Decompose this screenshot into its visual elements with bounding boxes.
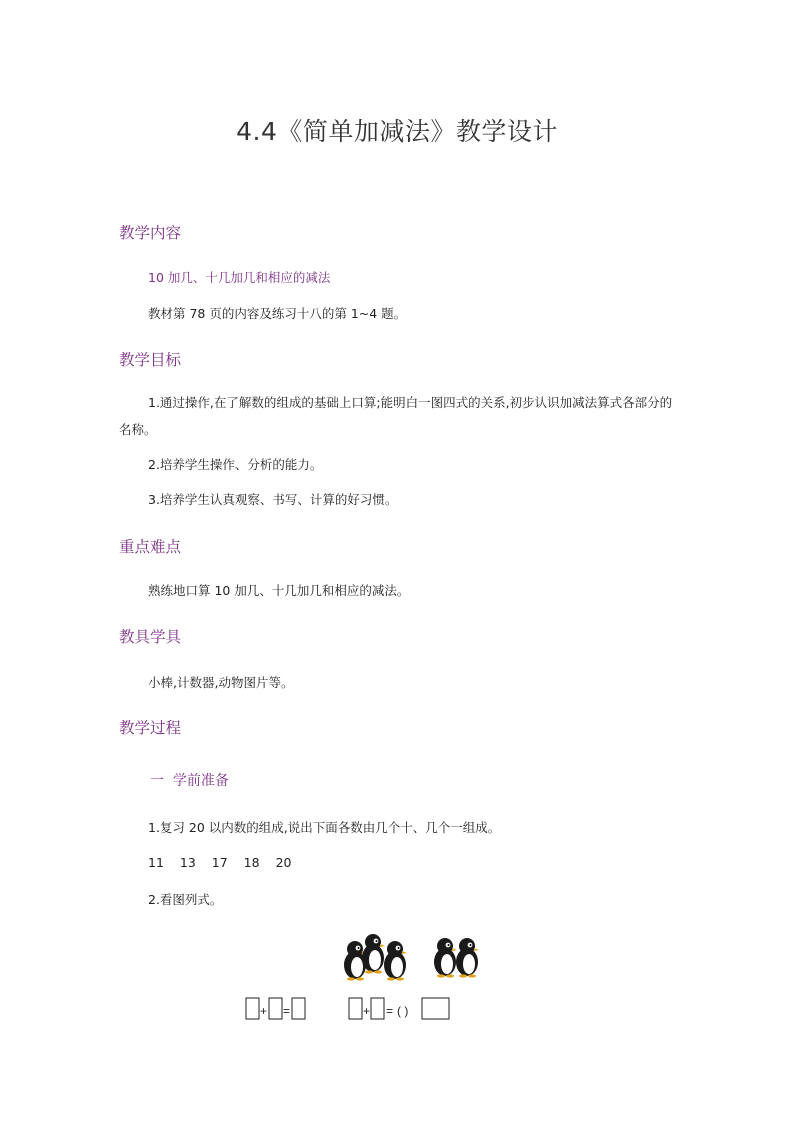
equals-sign: = — [386, 1004, 394, 1018]
content-subtitle: 10 加几、十几加几和相应的减法 — [148, 270, 331, 285]
equation-1 — [246, 998, 305, 1019]
equation-2 — [349, 998, 449, 1019]
content-text: 教材第 78 页的内容及练习十八的第 1~4 题。 — [148, 306, 407, 321]
equals-sign: = — [283, 1004, 291, 1018]
number-item: 18 — [243, 855, 260, 870]
heading-tools: 教具学具 — [119, 628, 182, 646]
penguin-icon — [344, 934, 407, 981]
tools-text: 小棒,计数器,动物图片等。 — [148, 675, 294, 690]
parentheses-blank[interactable]: ( ) — [397, 1004, 409, 1018]
number-list — [148, 855, 303, 870]
answer-box[interactable] — [292, 998, 305, 1019]
step-1-question-1: 1.复习 20 以内数的组成,说出下面各数由几个十、几个一组成。 — [148, 820, 501, 835]
answer-box[interactable] — [422, 998, 449, 1019]
heading-content: 教学内容 — [119, 224, 182, 242]
penguin-equation-figure — [245, 925, 705, 1025]
answer-box[interactable] — [269, 998, 282, 1019]
number-item: 17 — [211, 855, 228, 870]
key-points-text: 熟练地口算 10 加几、十几加几和相应的减法。 — [148, 583, 410, 598]
step-1-question-2: 2.看图列式。 — [148, 892, 223, 907]
goal-item-3: 3.培养学生认真观察、书写、计算的好习惯。 — [148, 492, 398, 507]
answer-box[interactable] — [371, 998, 384, 1019]
heading-process: 教学过程 — [119, 719, 182, 737]
number-item: 11 — [148, 855, 164, 870]
number-item: 13 — [179, 855, 196, 870]
step-1-title: 一 学前准备 — [150, 773, 229, 789]
answer-box[interactable] — [349, 998, 362, 1019]
page-title: 4.4《简单加减法》教学设计 — [236, 117, 558, 146]
answer-box[interactable] — [246, 998, 259, 1019]
heading-key-points: 重点难点 — [119, 538, 182, 556]
plus-sign: + — [260, 1004, 268, 1018]
number-item: 20 — [275, 855, 292, 870]
heading-goals: 教学目标 — [119, 351, 182, 369]
penguin-icon — [434, 938, 479, 978]
goal-item-2: 2.培养学生操作、分析的能力。 — [148, 457, 323, 472]
plus-sign: + — [363, 1004, 371, 1018]
goal-item-1: 1.通过操作,在了解数的组成的基础上口算;能明白一图四式的关系,初步认识加减法算式各部分的名称。 — [119, 395, 673, 437]
